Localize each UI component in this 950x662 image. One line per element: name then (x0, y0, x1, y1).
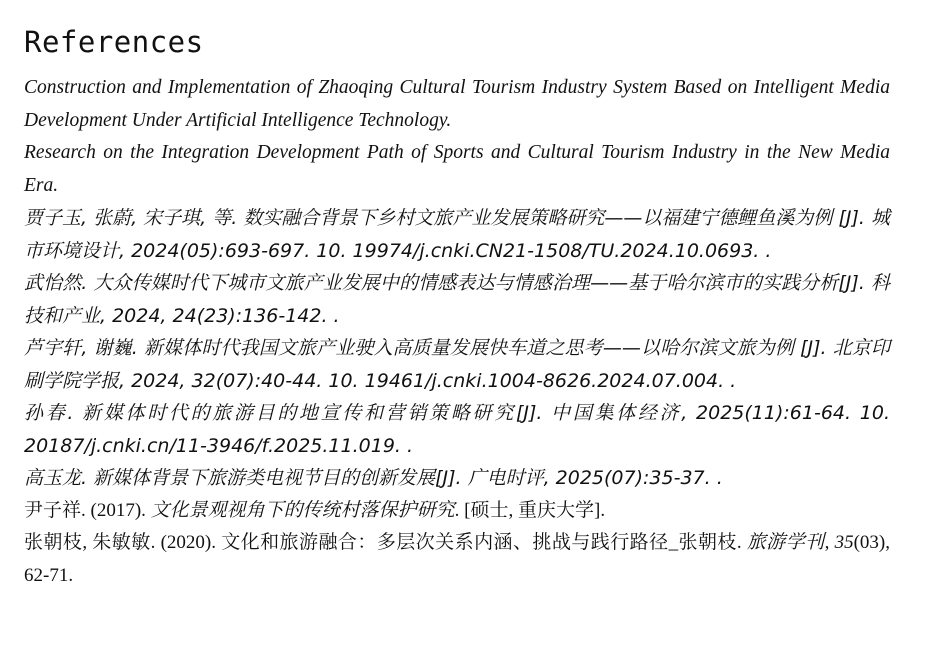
references-heading: References (24, 25, 204, 59)
reference-prefix: 尹子祥. (2017). (24, 499, 151, 521)
reference-issue: (03), 62-71. (24, 532, 890, 586)
reference-item: 高玉龙. 新媒体背景下旅游类电视节目的创新发展[J]. 广电时评, 2025(07):35-37. . (24, 467, 723, 489)
reference-journal: 旅游学刊 (746, 532, 825, 553)
references-section (24, 22, 890, 592)
reference-item (24, 527, 890, 592)
reference-title: 文化景观视角下的传统村落保护研究 (150, 499, 455, 521)
reference-item (24, 495, 890, 528)
reference-suffix: . [硕士, 重庆大学]. (454, 499, 606, 521)
reference-separator: , (824, 532, 835, 553)
reference-prefix: 张朝枝, 朱敏敏. (2020). 文化和旅游融合：多层次关系内涵、挑战与践行路径_张朝枝. (24, 532, 747, 553)
reference-item: 贾子玉, 张蔚, 宋子琪, 等. 数实融合背景下乡村文旅产业发展策略研究——以福建宁德鲤鱼溪为例 [J]. 城市环境设计, 2024(05):693-697. 10. 19974/j.cnki.CN21-1508/TU.2024.10.0693. . (24, 207, 890, 262)
reference-list (24, 72, 890, 592)
reference-volume: 35 (834, 532, 854, 553)
reference-item: 孙春. 新媒体时代的旅游目的地宣传和营销策略研究[J]. 中国集体经济, 2025(11):61-64. 10. 20187/j.cnki.cn/11-3946/f.2025.11.019. . (24, 402, 890, 457)
reference-item: 芦宇轩, 谢巍. 新媒体时代我国文旅产业驶入高质量发展快车道之思考——以哈尔滨文旅为例 [J]. 北京印刷学院学报, 2024, 32(07):40-44. 10. 19461/j.cnki.1004-8626.2024.07.004. . (24, 337, 890, 392)
reference-item: Research on the Integration Development Path of Sports and Cultural Tourism Industry in the New Media Era. (24, 142, 890, 196)
reference-item: 武怡然. 大众传媒时代下城市文旅产业发展中的情感表达与情感治理——基于哈尔滨市的实践分析[J]. 科技和产业, 2024, 24(23):136-142. . (24, 272, 890, 327)
reference-item: Construction and Implementation of Zhaoqing Cultural Tourism Industry System Based on Intelligent Media Development Under Artificial Intelligence Technology. (24, 77, 890, 131)
